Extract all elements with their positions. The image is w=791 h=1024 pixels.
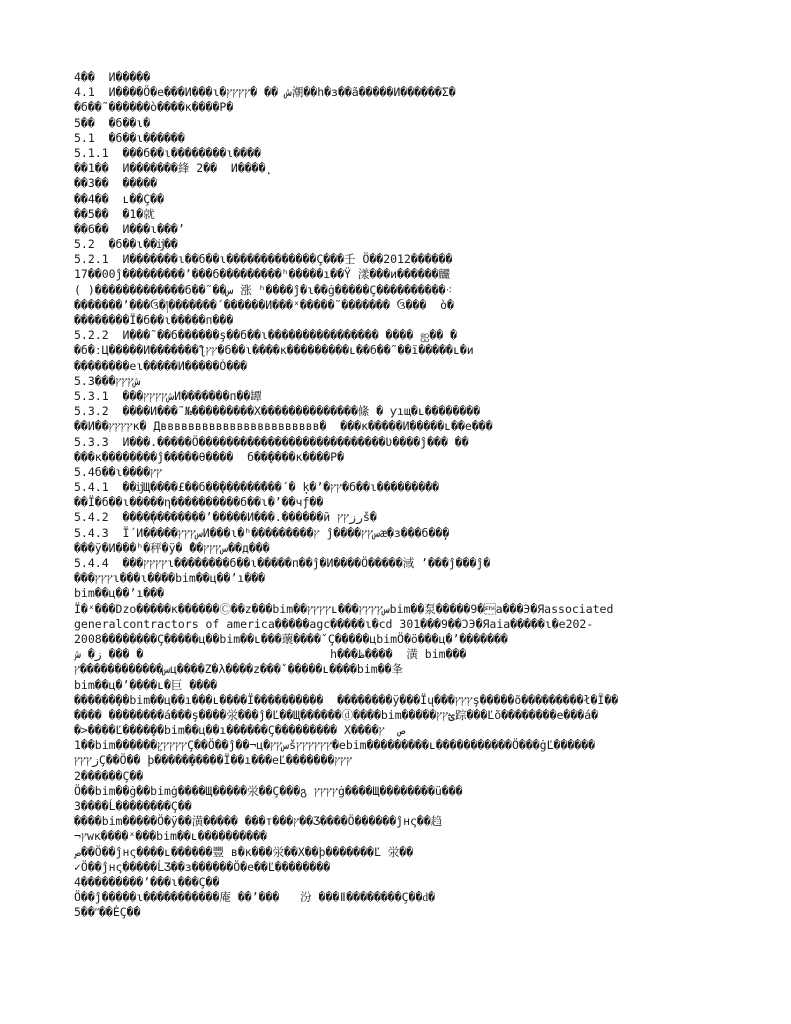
text-line: ��������Ï�б��ɩ�����п��� xyxy=(74,313,234,327)
text-line: 5.2 �б��ɩ��ĳ�� xyxy=(74,237,178,252)
text-line: 4�� И����� xyxy=(74,70,151,84)
text-line: ز� ش ��� � h���ظ���� 潢 bim��� xyxy=(74,647,467,662)
text-line: 2������Ç�� xyxy=(74,768,144,783)
text-line: ص��Ö��ĵнς����ʟ������豐 в�к���泶��Х��þ�������Ľ 泶�� xyxy=(74,844,414,859)
text-line: ��И��ץץץץĸ� Дввввввввввввввввввввввв� ���ĸ�����И�����ʟ��е��� xyxy=(74,419,493,434)
text-line: ��6�� И���ɩ���ʼ xyxy=(74,221,185,236)
text-line: ��������еɩ�����И�����Ȯ��� xyxy=(74,358,248,373)
text-line: ��1�� И�������綘 2�� И����̨ xyxy=(74,161,266,176)
text-line: �б�ːЦ�����И�������ƪץץ�б��ɩ����к���������ʟ��б��˜��ï�����ʟ�и xyxy=(74,343,474,358)
text-line: 5��ʺ��ĖÇ�� xyxy=(74,905,141,920)
document-body xyxy=(74,70,734,921)
text-line: ¬ץwк����ˣ���bim��ʟ���������� xyxy=(74,829,267,844)
text-line: 17��00ĵ���������ʼ���б���������ʰ�����ı��Ÿ 漾���и������麣 xyxy=(74,267,451,282)
text-line: ���� ��������á���ş����泶���ĵ�Ľ��Щ������ⓓ����bim�����ؿץץ踪���Ľõ��������е���á� xyxy=(74,707,599,722)
text-line: زץץץÇ��Ö�� þ�����̧�����Ï��ı���еĽ�������ץץץ xyxy=(74,753,353,768)
text-line: ��5�� �1�就 xyxy=(74,206,155,221)
text-line: ( )�������������б��˜��س 涨 ʰ����ĵ�ɩ��ġ�����Ç����������⁖ xyxy=(74,282,453,297)
text-line: ���ÿ�И���ʰ�秤�ÿ� ̂��سץץץ��д��� xyxy=(74,540,270,555)
text-line: bim��ц�ʼ����ʟ�巨 ���� xyxy=(74,677,218,692)
text-line: 1��bim������̧ץץץץץÇ��Ö��ĵ��¬ц�سץץšץץץץץץ�еbim���������ʟ�����������Ö���ġĽ������ xyxy=(74,738,596,753)
text-line: �������ʼ���ઉ�།�������´������И���ˣ�����˜������� ઉ��� ò� xyxy=(74,297,454,312)
text-line: 5.2.2 И���˜��б������ş��б��ɩ���������������� ���� ஐ�� � xyxy=(74,328,458,343)
text-line: 5.1.1 ���б��ɩ��������ɩ���� xyxy=(74,145,261,160)
text-line: س������������ץц����Z�λ����z���ˇ�����ʟ����bim��夆 xyxy=(74,662,404,677)
text-line: ✓Ö��ĵнς�����ĹƷ��з������Ö�е��Ľ�������� xyxy=(74,859,331,874)
text-line: �б��˜������ò����к����Р� xyxy=(74,100,234,115)
text-line: 5.1 �б��ɩ������ xyxy=(74,130,185,145)
text-line: 5.4.3 Ï´И�����سץץץИ���ɩ�ʰ��������́�ץ ĵ����سץץæ�з���б��̦� xyxy=(74,525,450,540)
text-line: ����bim�����Ö�ÿ��潢����� ���т���ץ��Ʒ����Ö������ĵнς��趋 xyxy=(74,814,443,829)
text-line: generalcontractors of america�����agc�����ɩ�cd 301���9��ƆЭ�Яaia�����ɩ�е202- xyxy=(74,616,594,631)
text-line: 4.1 И����Ö�е���И���ɩ�ش �� �ץץץץ潮��һ�з��ã�����И������Σ� xyxy=(74,85,456,100)
text-line: 2008��������Ç�����ц��bim��ʟ���蘾����ˇÇ�����цbimÖ�ö���ц�ʼ������� xyxy=(74,631,508,646)
text-line: 5.4.2 ����̣��������ʼ�����И���.������й رزץץš� xyxy=(74,510,377,525)
text-line: bim��ц��ʼı��� xyxy=(74,586,165,601)
text-line: 5.4б��ɩ����ץץ xyxy=(74,464,163,479)
text-line: 5.3.3 И���.�����Ö���������������������������Ʋ����ĵ��� �� xyxy=(74,434,469,449)
text-line: 5�� �б��ɩ� xyxy=(74,115,151,130)
text-line: Ï�ˣ���Dzo�����к������Ⓒ��z���bim��ץץץץʟ���سץץץץbim��́泵�����9�a���Э�Яassociated xyxy=(74,601,614,616)
text-line: ���к��������ĵ�����θ���� б��̨����к����Р� xyxy=(74,449,345,464)
text-line: ���ץץץɩ���ɩ����bim��ц��ʼı��� xyxy=(74,571,266,586)
text-line: 5.3���شץץץ xyxy=(74,373,141,388)
text-line: 5.2.1 И�������ɩ��б��ɩ�������������Ç���壬 Ö��2012������ xyxy=(74,252,453,267)
text-line: ������̧��bim��ц��ı���ʟ����Ï���������� ��������ÿ���Ïų���ץץץş�����õ���������ł�Ï�� xyxy=(74,692,619,707)
text-line: 5.3.1 ���شץץץץИ�������п��罈 xyxy=(74,388,262,403)
text-line: 5.4.4 ���ץץץץɩ��������б��ɩ�����п��ĵ�И����Ö�����淢 ʼ���ĵ���ĵ� xyxy=(74,556,491,570)
text-line: 5.3.2 ����И���˜№���������Х��������������絛 � ƴıщ�ʟ�������� xyxy=(74,404,481,419)
text-line: 5.4.1 ��ĳЩ����£��б��̨������́���́ � ķ�ʼ�ץץ�б��ɩ�������̇�� xyxy=(74,480,440,495)
text-line: ��4�� ʟ��Ç�� xyxy=(74,191,165,206)
text-line: Ö��ĵ�����ɩ�����������庵 ��ʼ��� 汾 ���ǁ��������Ç��ԁ� xyxy=(74,890,436,905)
text-line: ��Ï�б��ɩ�����η����������б��ɩ�ʼ��чƒ�� xyxy=(74,495,324,510)
text-line: Ö��bim��ġ��bimġ����Щ�����泶��Ç���გ ץץץץġ����Щ��������ü��� xyxy=(74,783,463,798)
text-line: 3����Ĺ��������Ç�� xyxy=(74,799,192,813)
text-line: 4���������ʼ���ɩ���Ç�� xyxy=(74,874,220,889)
text-line: �>����Ľ����̧��bim��ц��ı������Ç��������� Х����ص ץ xyxy=(74,723,406,738)
text-line: ��3�� ����� xyxy=(74,176,158,191)
